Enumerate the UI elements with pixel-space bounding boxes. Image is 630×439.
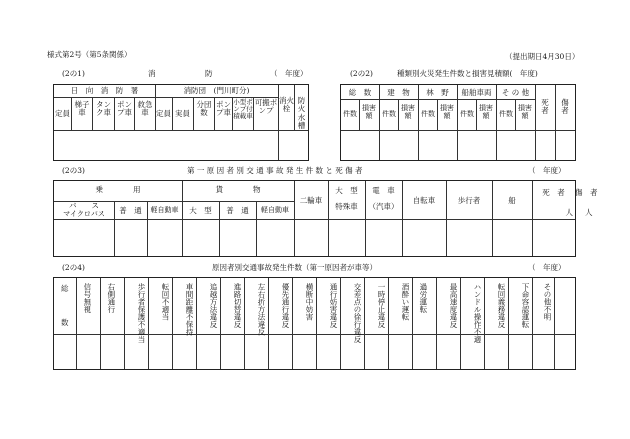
s2-count: 件数 [499,110,513,118]
s1-col: ポンプ車 [216,100,231,118]
s1-group-station: 日 向 消 防 署 [70,86,139,95]
s2-damage: 損害額 [479,104,493,120]
s4-col: 転回義務違反 [497,283,506,328]
s3-injured-unit: 人 [585,208,593,217]
s1-group-brigade: 消防団 (門川町分) [183,86,250,95]
s4-col: ハンドル操作不適 [473,283,482,343]
s4-col: 歩行者保護不適当 [137,283,146,343]
s3-bicycle: 自転車 [412,196,436,205]
s4-col: 横断中妨害 [305,283,314,321]
s4-col: 優先通行違反 [281,283,290,328]
s2-group: そ の 他 [501,88,530,97]
form-label: 様式第2号（第5条関係） [47,50,132,59]
s2-dead: 死者 [541,98,549,116]
s4-col: 交差点の徐行違反 [353,283,362,343]
s1-col: ポンプ車 [117,100,132,118]
s3-ship: 船 [508,196,516,205]
s3-injured: 傷 者 [575,188,598,197]
s2-table [340,84,576,161]
s2-count: 件数 [460,110,474,118]
s4-col: 通行妨害違反 [329,283,338,328]
s2-damage: 損害額 [518,104,532,120]
s1-col: 梯子車 [74,100,90,118]
s4-table [53,277,576,370]
s2-title: 種類別火災発生件数と損害見積額( 年度) [397,69,538,78]
s2-group: 林 野 [426,88,449,97]
s4-col: 右側通行 [106,283,116,313]
s1-label: (2の1) [62,69,85,78]
s3-motorcycle: 二輪車 [299,196,323,205]
s3-bus: バ ス [69,201,99,210]
s4-total-a: 総 [61,284,69,293]
s4-col: 進路切替違反 [233,283,242,328]
s4-total-b: 数 [61,318,69,327]
s3-p-kei: 軽自動車 [150,206,179,214]
s1-col: 小型ポンプ付積載車 [233,98,253,121]
s3-dead-unit: 人 [565,208,573,217]
s3-large: 大 型 [335,186,358,195]
s2-label: (2の2) [350,69,373,78]
s1-table [53,84,309,161]
s4-year: （ 年度） [528,263,566,272]
s3-pedestrian: 歩行者 [457,196,481,205]
s4-col: 酒酔い運転 [401,283,410,321]
s4-col: 左右折方法違反 [257,283,266,336]
s2-group: 船舶車両 [461,88,492,97]
s3-dead: 死 者 [542,188,565,197]
s1-year: （ 年度） [270,69,308,78]
s4-col: 過労運転 [418,283,428,313]
s3-c-normal: 普 通 [226,206,249,215]
s1-col: 定員 [156,109,171,118]
s3-train: （汽車） [368,202,399,211]
s4-col: 一時停止違反 [377,283,386,328]
s4-title: 原因者別交通事故発生件数（第一原因者が車等） [212,263,377,272]
s4-col: 転回不適当 [161,283,170,321]
s4-col: 追越方法違反 [209,283,218,328]
s2-damage: 損害額 [440,104,454,120]
s3-year: （ 年度） [528,166,566,175]
s1-title-left: 消 [148,69,156,78]
s3-c-kei: 軽自動車 [261,206,289,214]
s4-label: (2の4) [62,263,85,272]
s3-tram: 電 車 [372,186,395,195]
s4-col: その他不明 [543,283,552,321]
s3-special: 特殊車 [335,202,358,211]
s1-col: 実員 [175,109,190,118]
s4-col: 信号無視 [82,283,92,313]
s1-col: 救急車 [137,100,153,118]
s2-injured: 傷者 [561,98,569,116]
s1-col: 定員 [55,109,70,118]
s3-table [53,180,598,257]
s2-count: 件数 [382,110,396,118]
s4-col: 最高速度違反 [449,283,458,328]
s4-col: 車間距離不保持 [185,283,194,336]
deadline: （提出期日4月30日） [505,52,580,61]
s3-title: 第 一 原 因 者 別 交 通 事 故 発 生 件 数 と 死 傷 者 [187,166,363,175]
s1-title-right: 防 [205,69,213,78]
s2-count: 件数 [343,110,357,118]
s3-c-large: 大 型 [189,206,212,215]
s2-damage: 損害額 [362,104,376,120]
s2-count: 件数 [421,110,435,118]
s1-col: タンク車 [96,100,111,118]
s3-p-normal: 普 通 [119,206,142,215]
s3-passenger: 乗 用 [95,185,141,194]
s2-damage: 損害額 [401,104,415,120]
s3-microbus: マイクロバス [63,210,105,218]
s1-col: 可搬ポンプ [254,98,278,116]
s1-water-tank: 防火水槽 [297,96,306,130]
s3-cargo: 貨 物 [215,185,261,194]
s4-col: 下命容認運転 [521,283,530,328]
s1-hydrant: 消火栓 [279,96,294,114]
s1-col: 分団数 [196,100,212,118]
s2-group: 建 物 [387,88,410,97]
s2-group: 総 数 [348,88,372,97]
s3-label: (2の3) [62,166,85,175]
